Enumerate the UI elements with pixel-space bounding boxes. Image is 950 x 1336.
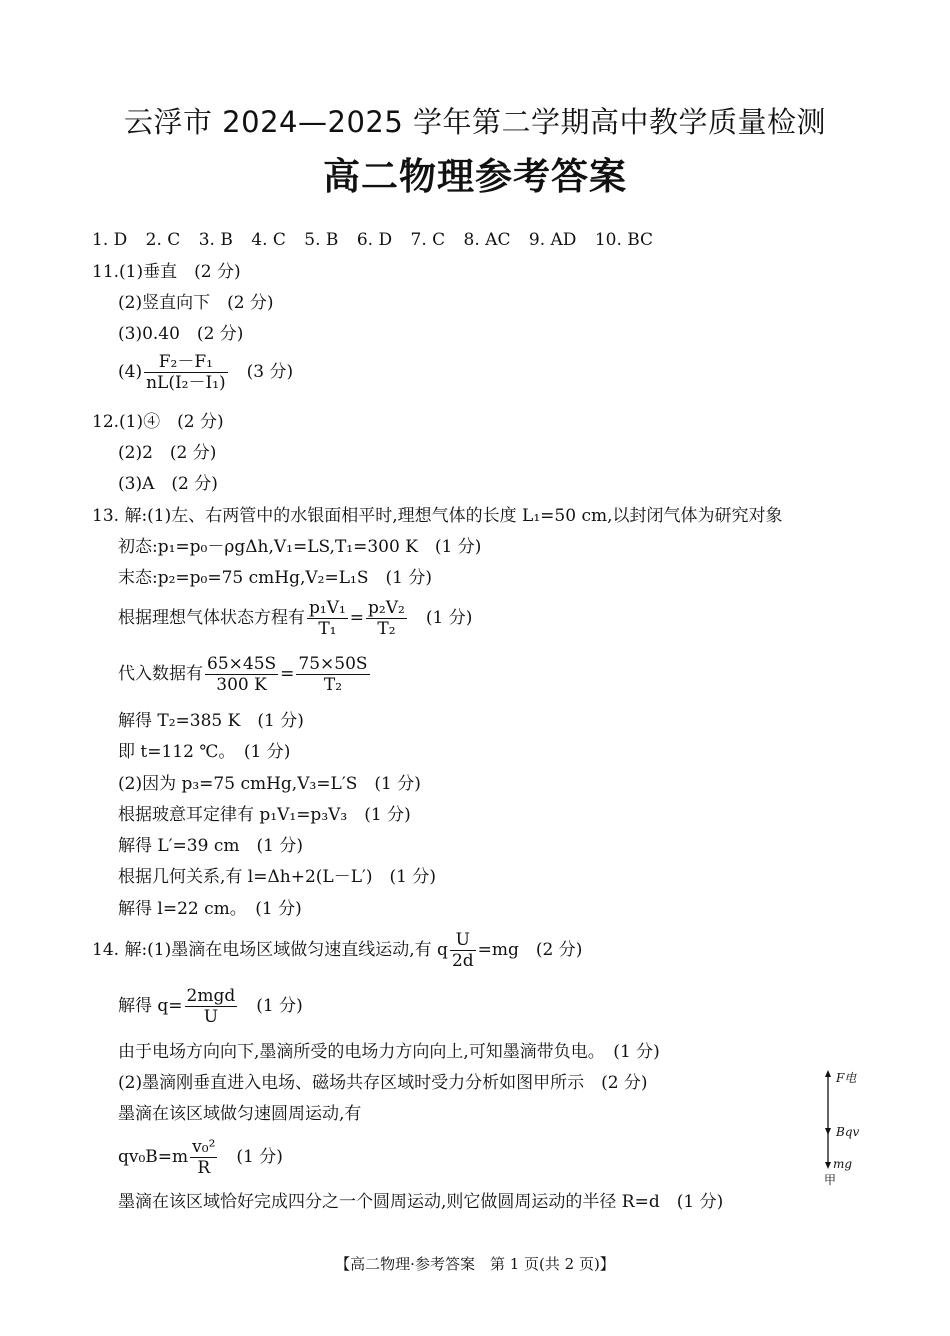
q14-line: 墨滴在该区域做匀速圆周运动,有 xyxy=(118,1104,362,1124)
mc-answer: 6. D xyxy=(356,230,393,250)
fraction xyxy=(296,654,369,695)
q14-line6 xyxy=(118,1137,283,1178)
denominator: T₂ xyxy=(323,675,343,695)
equals-sign: = xyxy=(280,664,295,684)
q11-part3: (3)0.40 (2 分) xyxy=(118,324,244,344)
mc-answer: 3. B xyxy=(198,230,233,250)
force-diagram xyxy=(820,1065,880,1190)
q13-state-equation xyxy=(118,598,472,639)
mc-answer: 7. C xyxy=(410,230,446,250)
q12-part3: (3)A (2 分) xyxy=(118,474,218,494)
denominator: U xyxy=(203,1007,219,1027)
denominator: 2d xyxy=(451,951,474,971)
gravity-arrowhead xyxy=(825,1162,831,1169)
q12-part2: (2)2 (2 分) xyxy=(118,443,217,463)
numerator: p₂V₂ xyxy=(368,598,405,618)
fraction xyxy=(307,598,348,639)
label: 解得 q= xyxy=(118,996,183,1016)
score: (1 分) xyxy=(256,996,303,1016)
mc-answers xyxy=(92,229,666,251)
figure-caption: 甲 xyxy=(824,1173,837,1187)
answer-title: 高二物理参考答案 xyxy=(323,155,627,198)
fraction xyxy=(185,986,238,1027)
q11-part4-label: (4) xyxy=(118,362,143,382)
fraction xyxy=(190,1137,217,1178)
mc-answer: 9. AD xyxy=(528,230,577,250)
mc-answer: 10. BC xyxy=(594,230,654,250)
fraction xyxy=(366,598,407,639)
numerator: U xyxy=(450,930,476,951)
denominator: 300 K xyxy=(216,675,267,695)
numerator: F₂－F₁ xyxy=(144,352,228,373)
q14-line: 由于电场方向向下,墨滴所受的电场力方向向上,可知墨滴带负电。 (1 分) xyxy=(118,1042,660,1062)
q11-part4 xyxy=(118,352,293,393)
q11-part1: 11.(1)垂直 (2 分) xyxy=(92,262,241,282)
q14-line1 xyxy=(92,930,582,971)
electric-force-arrowhead xyxy=(825,1070,831,1077)
q13-line: 即 t=112 ℃。 (1 分) xyxy=(118,742,291,762)
numerator: 75×50S xyxy=(298,654,368,674)
magnetic-force-label: Bqv xyxy=(836,1125,860,1139)
q13-line: 解得 l=22 cm。 (1 分) xyxy=(118,899,302,919)
q13-line: 初态:p₁=p₀－ρgΔh,V₁=LS,T₁=300 K (1 分) xyxy=(118,537,482,557)
label: qv₀B=m xyxy=(118,1147,189,1167)
page-footer: 【高二物理·参考答案 第 1 页(共 2 页)】 xyxy=(335,1255,615,1273)
exam-title: 云浮市 2024—2025 学年第二学期高中教学质量检测 xyxy=(123,105,827,139)
q11-part2: (2)竖直向下 (2 分) xyxy=(118,293,274,313)
label: 代入数据有 xyxy=(118,664,203,684)
q13-line: 末态:p₂=p₀=75 cmHg,V₂=L₁S (1 分) xyxy=(118,568,432,588)
score: (1 分) xyxy=(425,608,473,628)
equals-sign: = xyxy=(349,608,365,628)
mc-answer: 4. C xyxy=(251,230,286,250)
q13-line: 解得 T₂=385 K (1 分) xyxy=(118,711,304,731)
electric-force-label: F电 xyxy=(836,1071,857,1085)
numerator: 65×45S xyxy=(207,654,277,674)
q14-line: (2)墨滴刚垂直进入电场、磁场共存区域时受力分析如图甲所示 (2 分) xyxy=(118,1073,648,1093)
fraction xyxy=(205,654,278,695)
q14-line: 墨滴在该区域恰好完成四分之一个圆周运动,则它做圆周运动的半径 R=d (1 分) xyxy=(118,1192,724,1212)
numerator: v₀² xyxy=(192,1137,216,1157)
denominator: nL(I₂－I₁) xyxy=(146,373,226,393)
magnetic-force-arrowhead xyxy=(825,1128,831,1135)
denominator: T₁ xyxy=(318,619,337,639)
equation-rest: =mg (2 分) xyxy=(477,940,583,960)
mc-answer: 2. C xyxy=(145,230,181,250)
score: (1 分) xyxy=(236,1147,283,1167)
q14-line2 xyxy=(118,986,303,1027)
q11-fraction xyxy=(144,352,228,393)
mc-answer: 1. D xyxy=(92,230,128,250)
score: (3 分) xyxy=(246,362,294,382)
q13-line: 解得 L′=39 cm (1 分) xyxy=(118,836,303,856)
numerator: p₁V₁ xyxy=(309,598,346,618)
q13-substitution xyxy=(118,654,372,695)
denominator: T₂ xyxy=(377,619,396,639)
numerator: 2mgd xyxy=(186,986,236,1006)
fraction xyxy=(450,930,476,971)
denominator: R xyxy=(197,1158,211,1178)
q12-part1: 12.(1)④ (2 分) xyxy=(92,412,224,432)
label: 14. 解:(1)墨滴在电场区域做匀速直线运动,有 q xyxy=(92,940,448,960)
q13-line: 根据玻意耳定律有 p₁V₁=p₃V₃ (1 分) xyxy=(118,805,411,825)
mc-answer: 8. AC xyxy=(463,230,511,250)
q13-line: 13. 解:(1)左、右两管中的水银面相平时,理想气体的长度 L₁=50 cm,以封闭气体为研究对象 xyxy=(92,506,783,526)
q13-line: 根据几何关系,有 l=Δh+2(L－L′) (1 分) xyxy=(118,867,436,887)
q13-line: (2)因为 p₃=75 cmHg,V₃=L′S (1 分) xyxy=(118,774,421,794)
label: 根据理想气体状态方程有 xyxy=(118,608,305,628)
mc-answer: 5. B xyxy=(304,230,339,250)
gravity-label: mg xyxy=(833,1157,853,1171)
